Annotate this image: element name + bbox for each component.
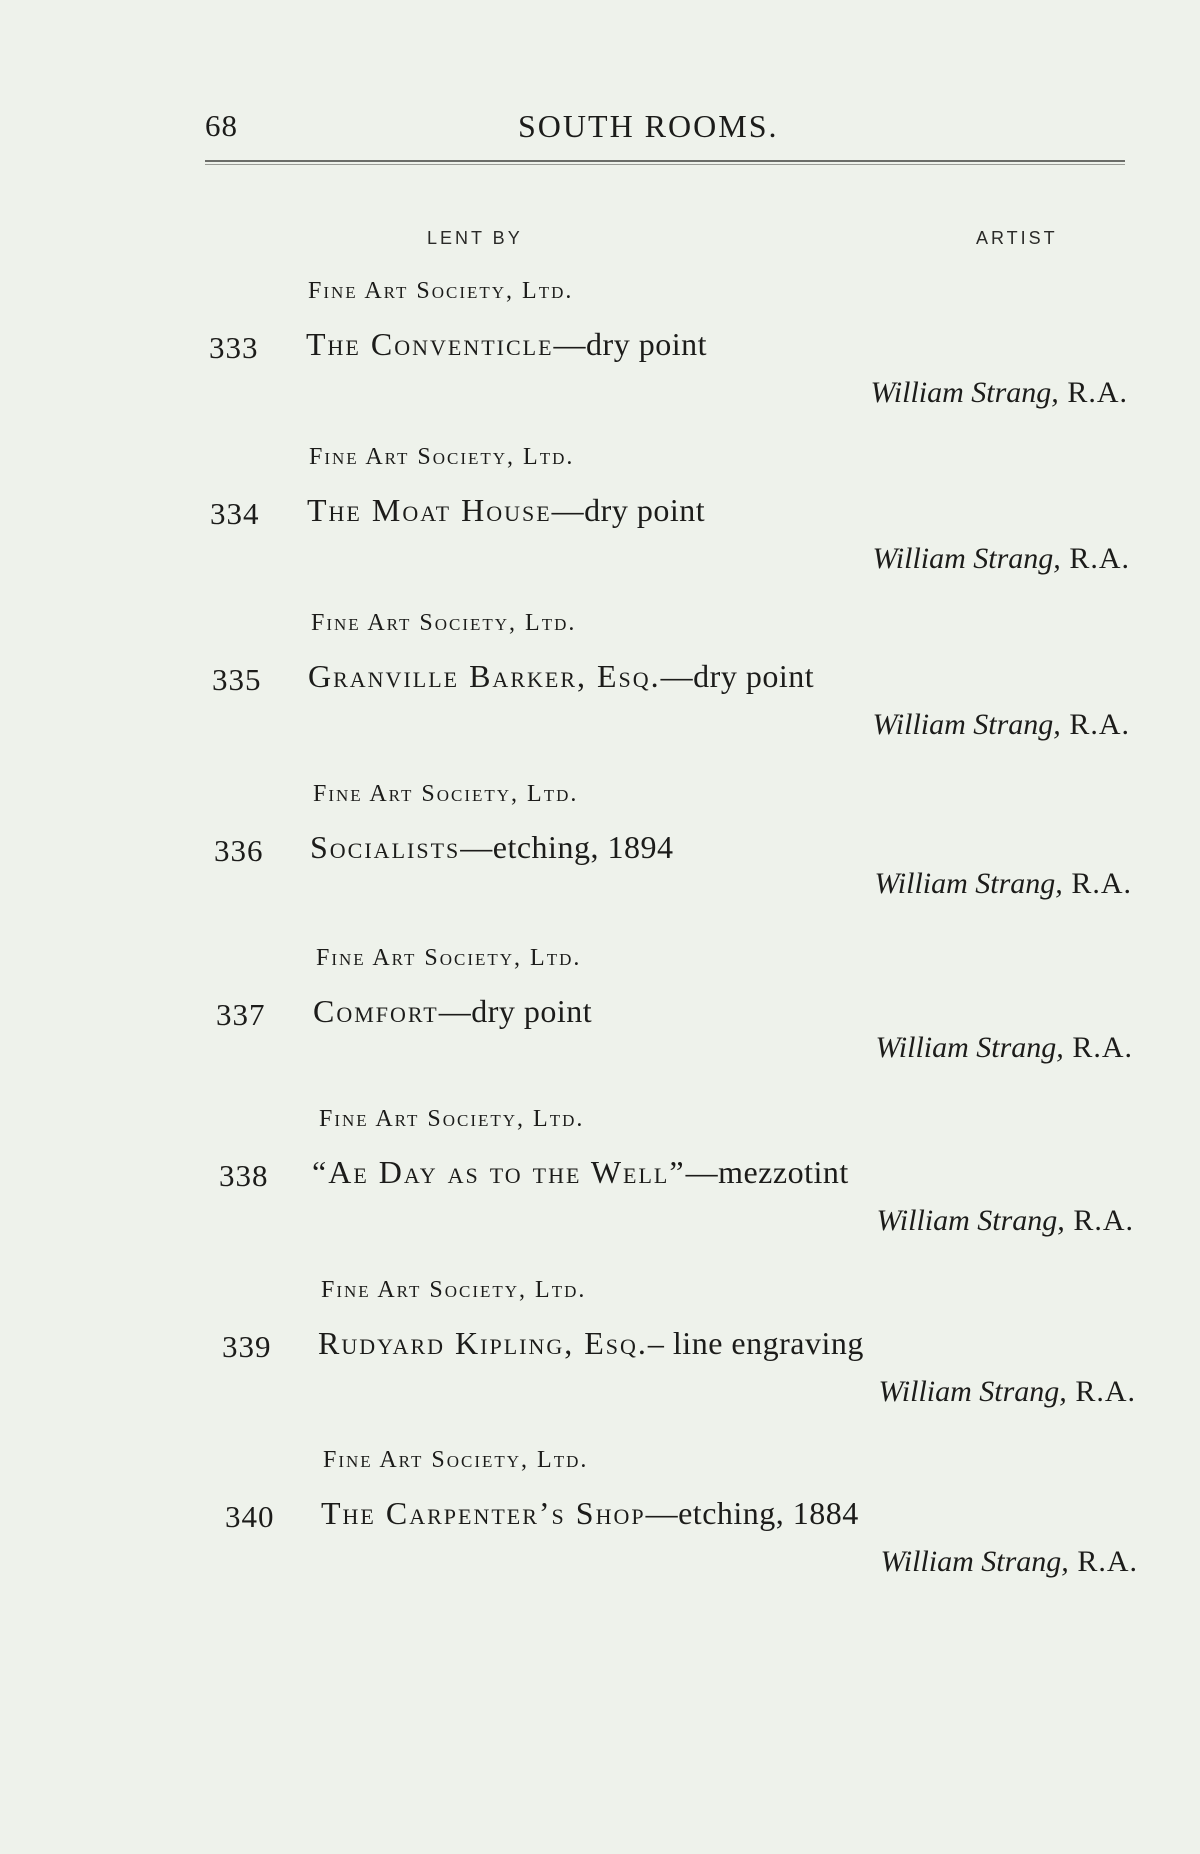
work-title-line [321,1495,859,1532]
work-medium: – line engraving [647,1325,864,1361]
catalogue-entry [0,945,1200,1105]
page-header [205,100,1125,150]
work-title: Comfort [313,993,439,1029]
work-title: The Moat House [307,492,552,528]
work-medium: —mezzotint [685,1154,849,1190]
artist-name: William Strang, [872,708,1061,741]
catalogue-entry [0,610,1200,770]
catalogue-entry [0,1277,1200,1437]
catalogue-entry [0,444,1200,604]
work-title-line [310,829,673,866]
artist-name: William Strang, [876,1204,1065,1237]
work-title-line [307,492,705,529]
artist-suffix: R.A. [1063,1031,1133,1064]
lender: Fine Art Society, Ltd. [313,781,579,807]
work-title: Socialists [310,829,461,865]
lender: Fine Art Society, Ltd. [311,610,577,636]
entry-number: 334 [210,496,260,531]
entry-number: 337 [216,997,266,1032]
lender: Fine Art Society, Ltd. [316,945,582,971]
artist-suffix: R.A. [1062,867,1132,900]
work-medium: —dry point [438,993,593,1029]
work-title: “Ae Day as to the Well” [312,1154,686,1190]
work-title: The Conventicle [306,326,554,362]
work-title-line [312,1154,849,1191]
artist [870,376,1128,410]
artist [876,1204,1134,1238]
lender: Fine Art Society, Ltd. [308,278,574,304]
entry-number: 338 [219,1158,269,1193]
lender: Fine Art Society, Ltd. [323,1447,589,1473]
entry-number: 335 [212,662,262,697]
artist-suffix: R.A. [1068,1545,1138,1578]
header-rule [205,160,1125,165]
artist-suffix: R.A. [1060,542,1130,575]
work-title: Rudyard Kipling, Esq. [318,1325,648,1361]
work-title-line [313,993,592,1030]
catalogue-entry [0,278,1200,438]
artist-name: William Strang, [872,542,1061,575]
artist-name: William Strang, [870,376,1059,409]
column-heading-lent-by: LENT BY [427,228,523,248]
artist-suffix: R.A. [1066,1375,1136,1408]
artist [875,1031,1133,1065]
artist-name: William Strang, [878,1375,1067,1408]
running-head: SOUTH ROOMS. [518,108,779,144]
work-title-line [318,1325,864,1362]
entry-number: 340 [225,1499,275,1534]
catalogue-entry [0,1106,1200,1266]
artist-suffix: R.A. [1060,708,1130,741]
artist-suffix: R.A. [1064,1204,1134,1237]
artist-suffix: R.A. [1058,376,1128,409]
entry-number: 336 [214,833,264,868]
work-medium: —dry point [553,326,707,362]
column-heading-artist: ARTIST [976,228,1058,248]
catalogue-entry [0,781,1200,941]
entry-number: 333 [209,330,259,365]
artist [874,867,1132,901]
lender: Fine Art Society, Ltd. [319,1106,585,1132]
artist [872,542,1130,576]
artist [878,1375,1136,1409]
artist-name: William Strang, [880,1545,1069,1578]
lender: Fine Art Society, Ltd. [321,1277,587,1303]
work-title: Granville Barker, Esq. [308,658,661,694]
work-title-line [306,326,707,363]
work-title: The Carpenter’s Shop [321,1495,646,1531]
page-number: 68 [205,108,238,143]
lender: Fine Art Society, Ltd. [309,444,575,470]
artist [880,1545,1138,1579]
artist-name: William Strang, [875,1031,1064,1064]
work-medium: —etching, 1884 [645,1495,859,1531]
artist [872,708,1130,742]
artist-name: William Strang, [874,867,1063,900]
work-medium: —dry point [660,658,815,694]
work-medium: —etching, 1894 [460,829,674,865]
entry-number: 339 [222,1329,272,1364]
catalogue-entry [0,1447,1200,1607]
work-title-line [308,658,814,695]
work-medium: —dry point [551,492,706,528]
